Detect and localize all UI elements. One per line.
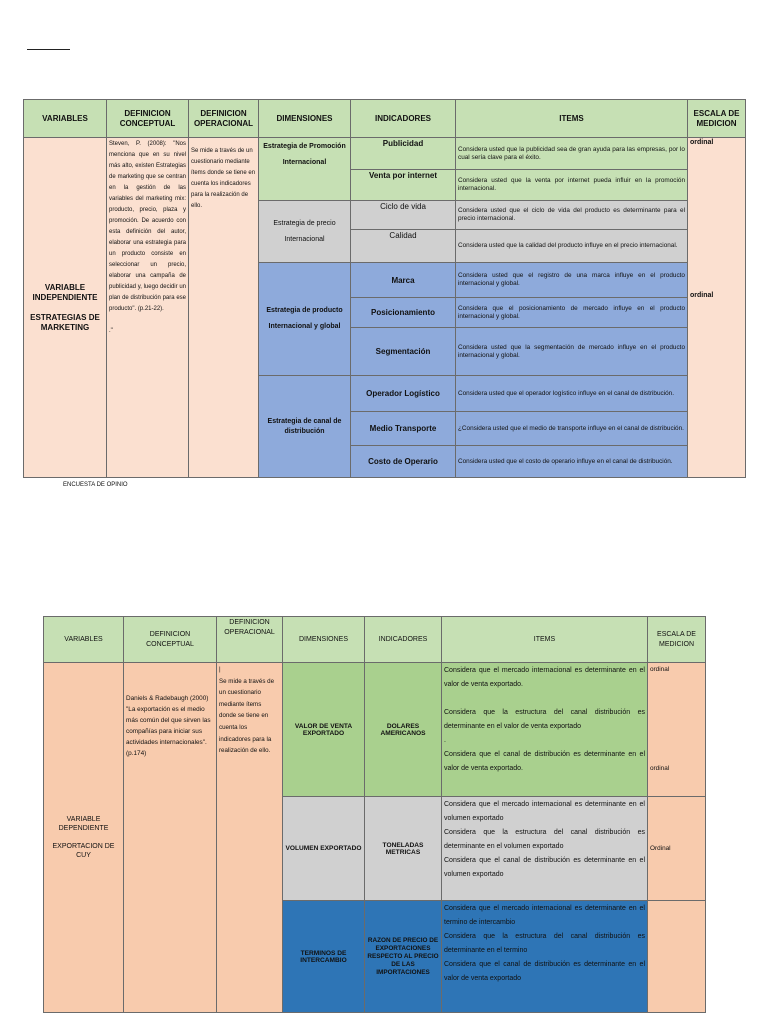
indicator-cell: Costo de Operario: [351, 446, 456, 478]
header-def-conceptual: DEFINICION CONCEPTUAL: [107, 100, 189, 138]
scale-value: ordinal: [690, 139, 714, 146]
dimension-cell: TERMINOS DE INTERCAMBIO: [283, 901, 365, 1013]
variable-cell: VARIABLE DEPENDIENTE EXPORTACION DE CUY: [44, 663, 124, 1013]
header-indicadores: INDICADORES: [351, 100, 456, 138]
indicator-cell: Medio Transporte: [351, 412, 456, 446]
indicator-cell: Publicidad: [351, 138, 456, 170]
indicator-cell: Calidad: [351, 230, 456, 263]
item-cell: ¿Considera usted que el medio de transporte influye en el canal de distribución.: [456, 412, 688, 446]
dimension-cell: Estrategia de Promoción Internacional: [259, 138, 351, 201]
variable-cell: VARIABLE INDEPENDIENTE ESTRATEGIAS DE MARKETING: [24, 138, 107, 478]
survey-label: ENCUESTA DE OPINIO: [63, 482, 128, 488]
header-def-conceptual: DEFINICION CONCEPTUAL: [124, 617, 217, 663]
item-cell: Considera usted que la publicidad sea de gran ayuda para las empresas, por lo cual sería clave para el éxito.: [456, 138, 688, 170]
scale-cell: [688, 138, 746, 478]
indicator-cell: TONELADAS METRICAS: [365, 797, 442, 901]
dimension-cell: Estrategia de producto Internacional y global: [259, 263, 351, 376]
header-escala: ESCALA DE MEDICION: [648, 617, 706, 663]
dimension-cell: VOLUMEN EXPORTADO: [283, 797, 365, 901]
def-operacional-cell: | Se mide a través de un cuestionario mediante ítems donde se tiene en cuenta los indicadores para la realización de ello.: [217, 663, 283, 1013]
item-cell: Considera que el posicionamiento de mercado influye en el producto internacional y global.: [456, 298, 688, 328]
header-variables: VARIABLES: [44, 617, 124, 663]
item-cell: Considera usted que el operador logístico influye en el canal de distribución.: [456, 376, 688, 412]
header-dimensiones: DIMENSIONES: [259, 100, 351, 138]
item-cell: Considera usted que la venta por internet pueda influir en la promoción internacional.: [456, 170, 688, 201]
item-cell: Considera usted que el costo de operario influye en el canal de distribución.: [456, 446, 688, 478]
header-items: ITEMS: [456, 100, 688, 138]
item-cell: Considera usted que el registro de una marca influye en el producto internacional y global.: [456, 263, 688, 298]
indicator-cell: Venta por internet: [351, 170, 456, 201]
header-items: ITEMS: [442, 617, 648, 663]
indicator-cell: Marca: [351, 263, 456, 298]
indicator-cell: Segmentación: [351, 328, 456, 376]
item-cell: Considera usted que el ciclo de vida del producto es determinante para el precio internacional.: [456, 201, 688, 230]
table-dependent-variable: [43, 616, 706, 1013]
item-cell: Considera que el mercado internacional es determinante en el termino de intercambio Considera que la estructura del canal distribución es determinante en el termino Considera que el canal de distribución es determinante en el valor de venta exportado: [442, 901, 648, 1013]
top-rule: [27, 49, 70, 50]
indicator-cell: RAZON DE PRECIO DE EXPORTACIONES RESPECTO AL PRECIO DE LAS IMPORTACIONES: [365, 901, 442, 1013]
scale-spacer: [690, 146, 743, 292]
def-operacional-cell: Se mide a través de un cuestionario mediante ítems donde se tiene en cuenta los indicadores para la realización de ello.: [189, 138, 259, 478]
table-independent-variable: [23, 99, 746, 478]
header-def-operacional: DEFINICION OPERACIONAL: [189, 100, 259, 138]
item-cell: Considera usted que la segmentación de mercado influye en el producto internacional y global.: [456, 328, 688, 376]
scale-value: ordinal: [690, 292, 714, 299]
indicator-cell: DOLARES AMERICANOS: [365, 663, 442, 797]
scale-cell: ordinal ordinal: [648, 663, 706, 797]
indicator-cell: Posicionamiento: [351, 298, 456, 328]
item-cell: Considera que el mercado internacional es determinante en el valor de venta exportado. Considera que la estructura del canal distribución es determinante en el valor de venta exportado . Considera que el canal de distribución es determinante en el valor de venta exportado.: [442, 663, 648, 797]
scale-cell: Ordinal: [648, 797, 706, 901]
def-conceptual-cell: Daniels & Radebaugh (2000) "La exportación es el medio más común del que sirven las compañías para iniciar sus actividades internacionales". (p.174): [124, 663, 217, 1013]
dimension-cell: Estrategia de canal de distribución: [259, 376, 351, 478]
def-conceptual-cell: Steven, P. (2008): "Nos menciona que en su nivel más alto, existen Estrategias de marketing que se centran en la gestión de las variables del marketing mix: producto, precio, plaza y promoción. De acuerdo con esta definición del autor, elaborar una estrategia para un producto consiste en seleccionar un precio, elaborar una campaña de publicidad y, luego decidir un plan de distribución para ese producto". (p.21-22). .": [107, 138, 189, 478]
dimension-cell: Estrategia de precio Internacional: [259, 201, 351, 263]
scale-cell: [648, 901, 706, 1013]
item-cell: Considera usted que la calidad del producto influye en el precio internacional.: [456, 230, 688, 263]
scale-spacer: [690, 299, 743, 463]
header-dimensiones: DIMENSIONES: [283, 617, 365, 663]
header-variables: VARIABLES: [24, 100, 107, 138]
header-def-operacional: DEFINICION OPERACIONAL: [217, 617, 283, 663]
dimension-cell: VALOR DE VENTA EXPORTADO: [283, 663, 365, 797]
header-indicadores: INDICADORES: [365, 617, 442, 663]
indicator-cell: Ciclo de vida: [351, 201, 456, 230]
indicator-cell: Operador Logístico: [351, 376, 456, 412]
header-escala: ESCALA DE MEDICION: [688, 100, 746, 138]
item-cell: Considera que el mercado internacional es determinante en el volumen exportado Considera que la estructura del canal distribución es determinante en el volumen exportado Considera que el canal de distribución es determinante en el volumen exportado: [442, 797, 648, 901]
